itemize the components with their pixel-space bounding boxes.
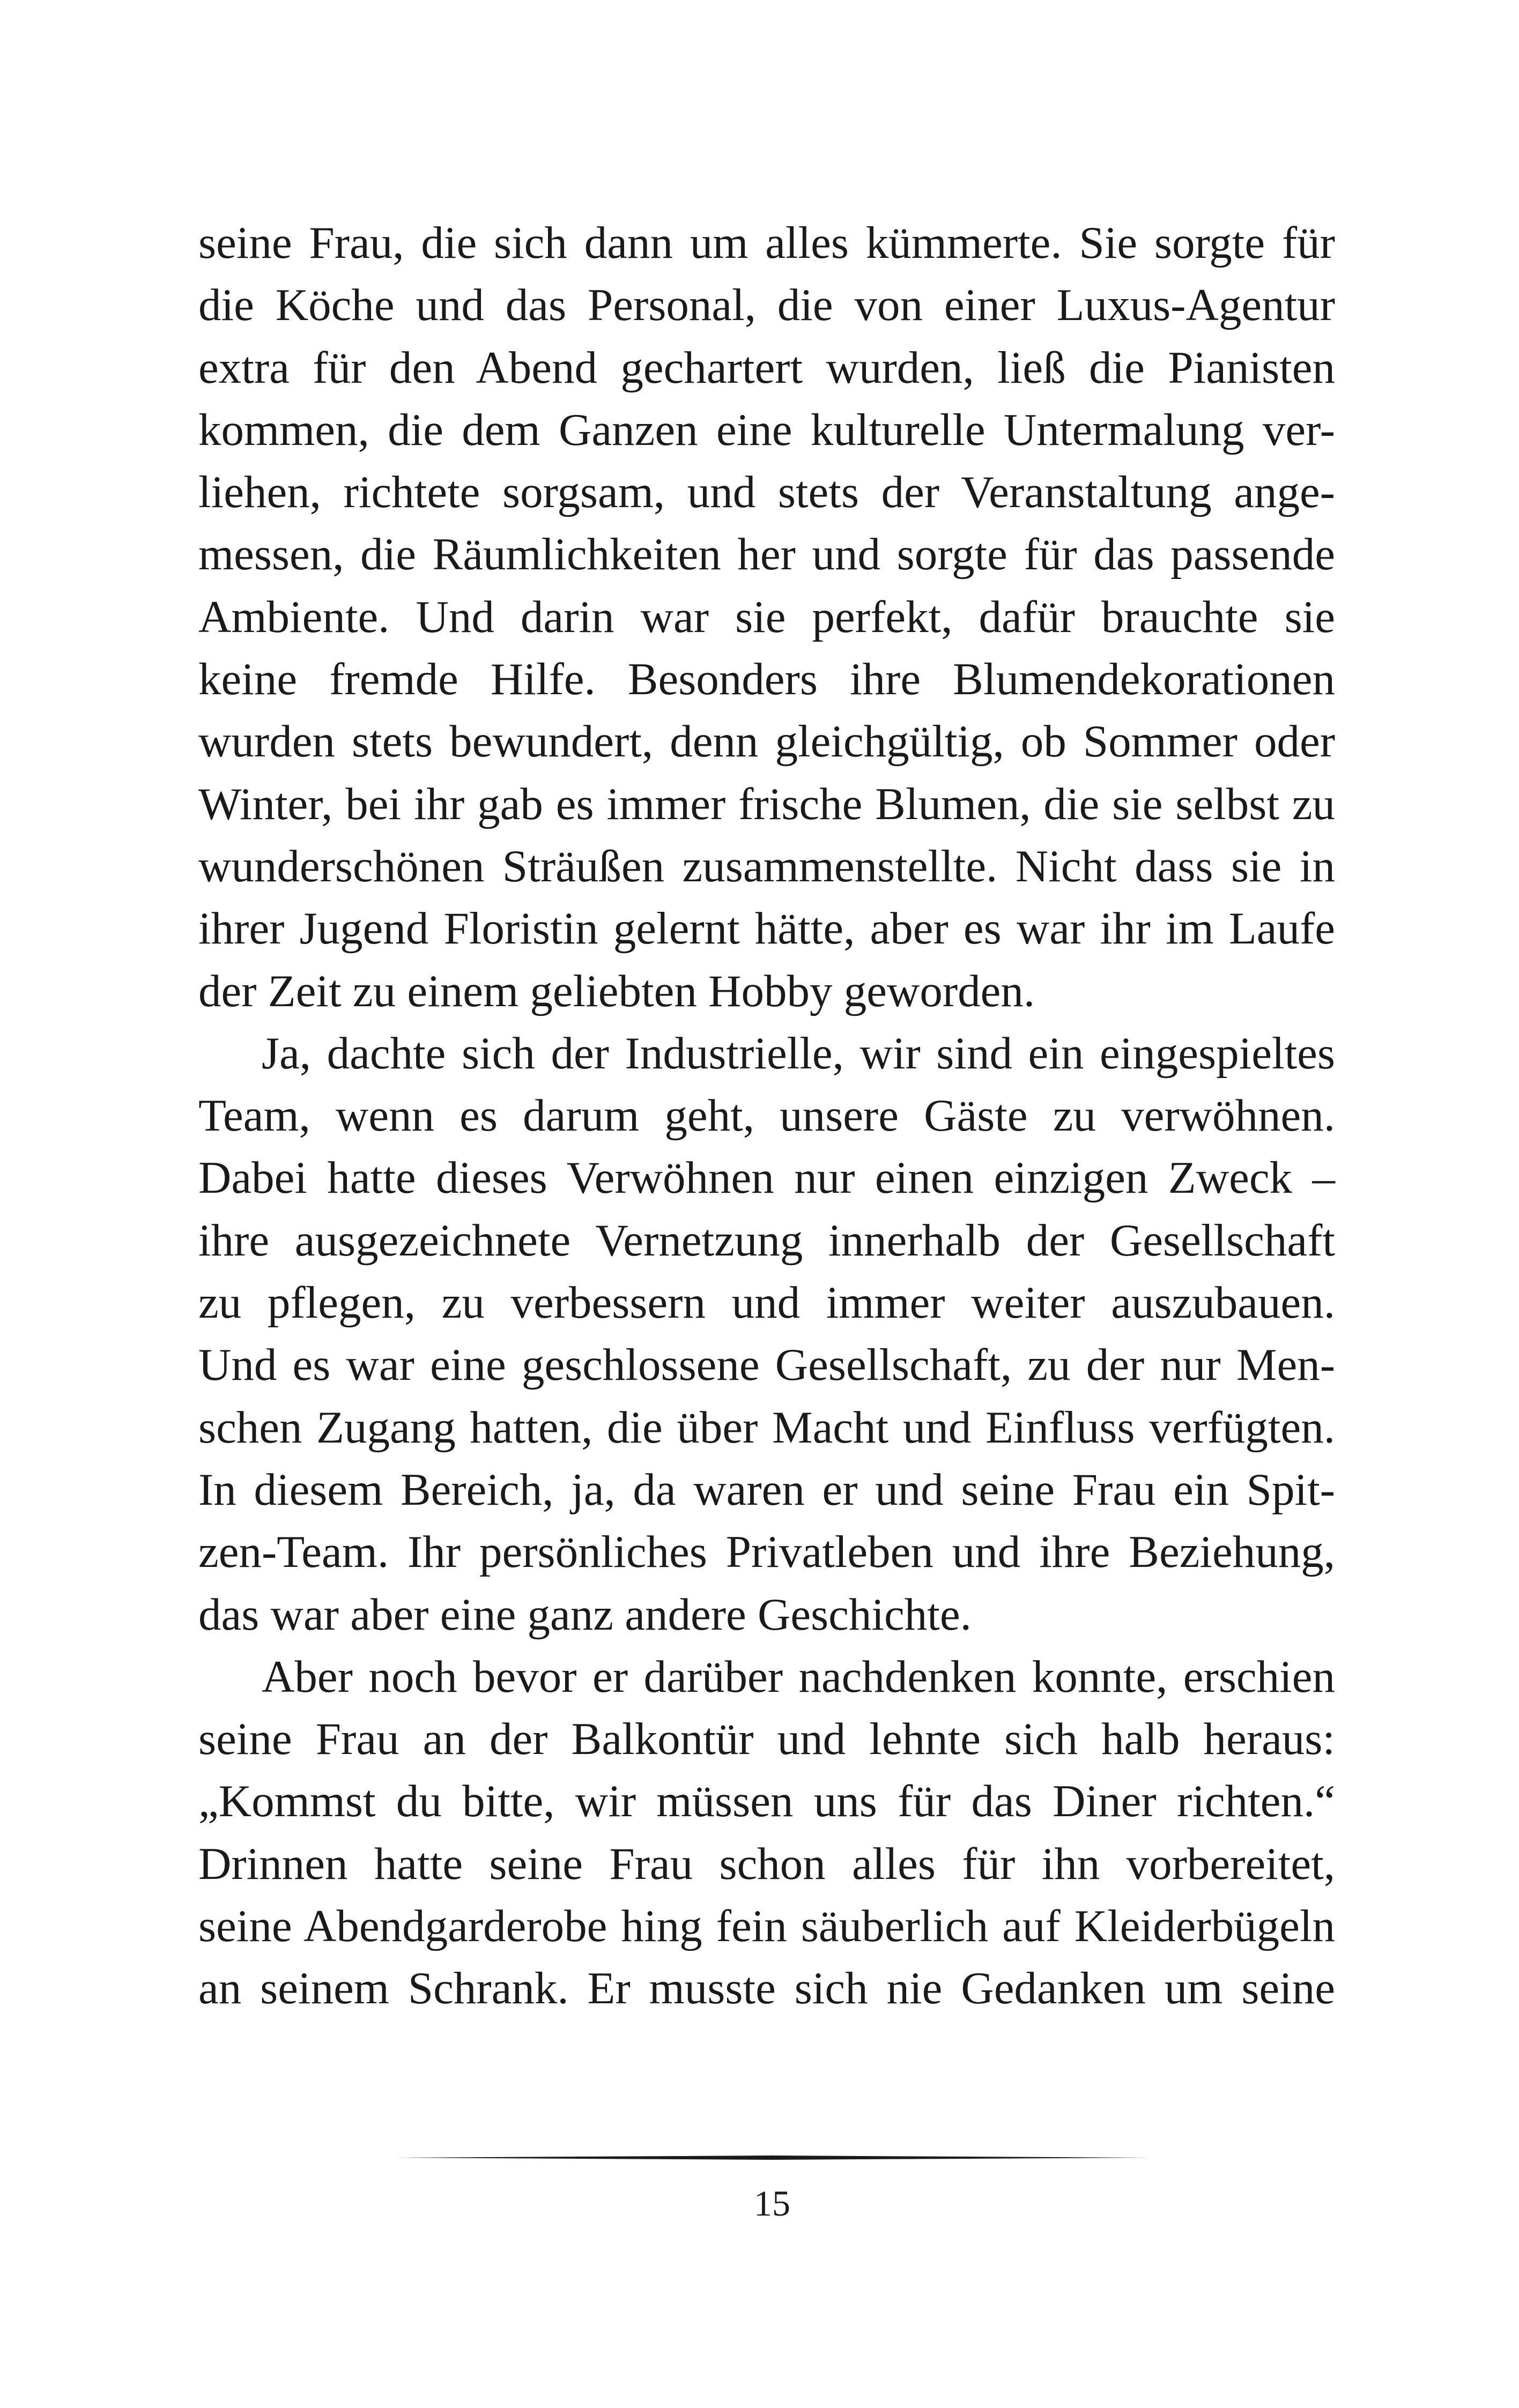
text-line: die Köche und das Personal, die von einer Luxus-Agentur [198, 280, 1335, 331]
text-line: Drinnen hatte seine Frau schon alles für ihn vorbereitet, [198, 1838, 1335, 1889]
text-line: Winter, bei ihr gab es immer frische Blumen, die sie selbst zu [198, 778, 1335, 829]
text-line: extra für den Abend gechartert wurden, ließ die Pianisten [198, 342, 1335, 393]
footer-rule-line [394, 2155, 1150, 2160]
text-line: Team, wenn es darum geht, unsere Gäste zu verwöhnen. [198, 1090, 1335, 1141]
text-line: seine Abendgarderobe hing fein säuberlich auf Kleiderbügeln [198, 1901, 1335, 1952]
text-line: wurden stets bewundert, denn gleichgültig, ob Sommer oder [198, 716, 1335, 767]
page-number: 15 [754, 2183, 790, 2224]
text-line: an seinem Schrank. Er musste sich nie Gedanken um seine [198, 1963, 1335, 2014]
text-line: Und es war eine geschlossene Gesellschaft, zu der nur Men- [198, 1340, 1335, 1391]
text-line: ihre ausgezeichnete Vernetzung innerhalb der Gesellschaft [198, 1215, 1335, 1266]
text-line: Aber noch bevor er darüber nachdenken konnte, erschien [262, 1651, 1335, 1702]
text-line: liehen, richtete sorgsam, und stets der Veranstaltung ange- [198, 467, 1335, 518]
text-line: seine Frau, die sich dann um alles kümmerte. Sie sorgte für [198, 218, 1335, 268]
text-line: der Zeit zu einem geliebten Hobby geworden. [198, 965, 1035, 1016]
text-line: zen-Team. Ihr persönliches Privatleben und ihre Beziehung, [198, 1527, 1335, 1578]
footer-rule [394, 2155, 1150, 2160]
text-line: seine Frau an der Balkontür und lehnte sich halb heraus: [198, 1714, 1335, 1765]
text-line: keine fremde Hilfe. Besonders ihre Blumendekorationen [198, 654, 1335, 705]
paragraph [198, 1022, 1335, 1646]
text-line: Ja, dachte sich der Industrielle, wir sind ein eingespieltes [262, 1028, 1335, 1079]
text-line: das war aber eine ganz andere Geschichte. [198, 1589, 972, 1640]
text-line: Ambiente. Und darin war sie perfekt, dafür brauchte sie [198, 591, 1335, 642]
text-line: Dabei hatte dieses Verwöhnen nur einen einzigen Zweck – [198, 1153, 1335, 1203]
body-text [198, 212, 1335, 2020]
paragraph [198, 212, 1335, 1022]
text-line: In diesem Bereich, ja, da waren er und seine Frau ein Spit- [198, 1464, 1335, 1515]
text-line: „Kommst du bitte, wir müssen uns für das Diner richten.“ [198, 1776, 1335, 1827]
paragraph [198, 1646, 1335, 2020]
text-line: schen Zugang hatten, die über Macht und Einfluss verfügten. [198, 1402, 1335, 1453]
text-line: kommen, die dem Ganzen eine kulturelle Untermalung ver- [198, 404, 1335, 455]
text-line: messen, die Räumlichkeiten her und sorgte für das passende [198, 529, 1335, 580]
text-line: wunderschönen Sträußen zusammenstellte. Nicht dass sie in [198, 841, 1335, 891]
text-line: zu pflegen, zu verbessern und immer weiter auszubauen. [198, 1277, 1335, 1328]
text-line: ihrer Jugend Floristin gelernt hätte, aber es war ihr im Laufe [198, 903, 1335, 954]
